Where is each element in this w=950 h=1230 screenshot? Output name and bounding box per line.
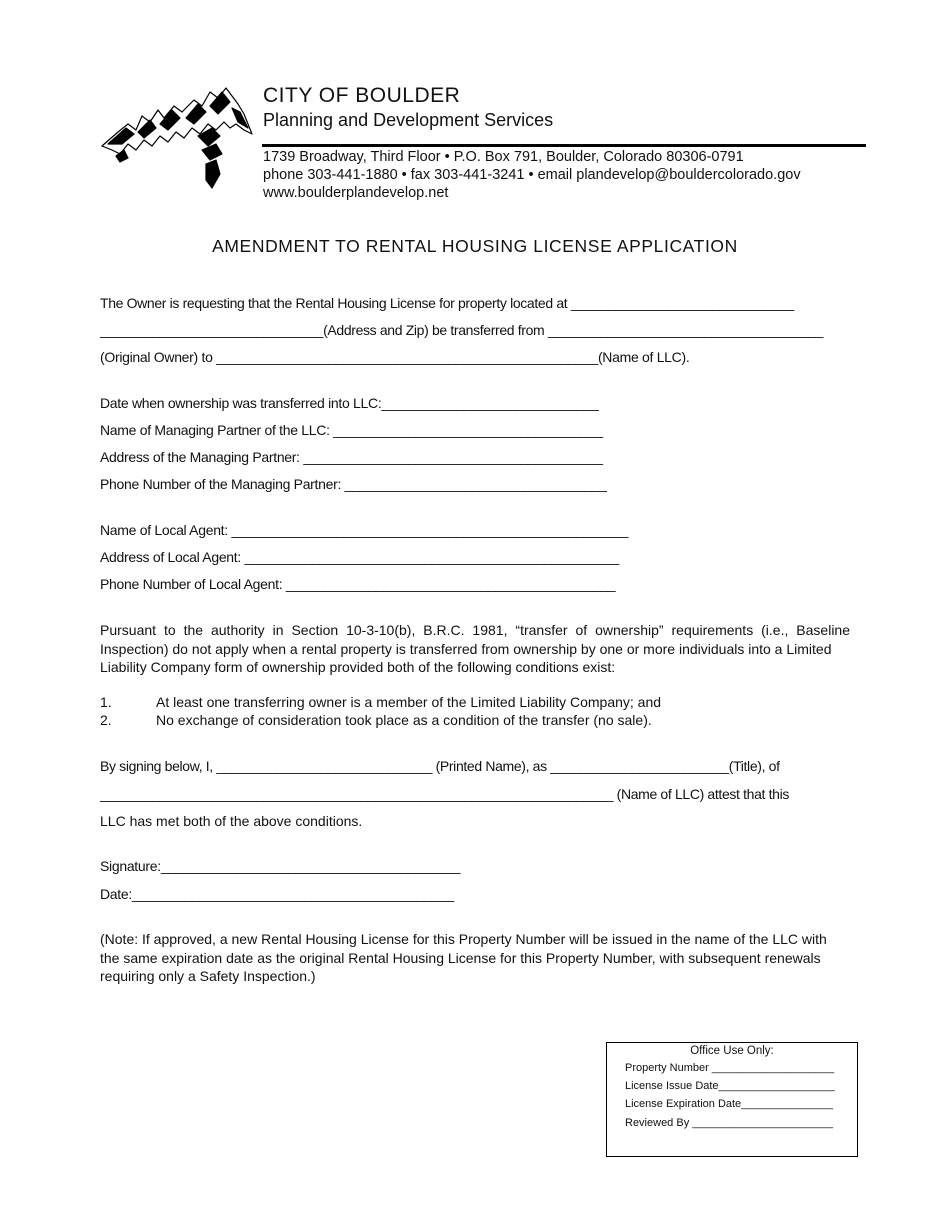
header-divider [262, 144, 866, 147]
approval-note: (Note: If approved, a new Rental Housing License for this Property Number will be issued in the name of the LLC with the same expiration date as the original Rental Housing License for this Property Number, with subsequent renewals requiring only a Safety Inspection.) [100, 931, 827, 984]
attestation-line-1[interactable]: By signing below, I, _____________________________ (Printed Name), as ________________________(Title), of [100, 758, 780, 774]
local-agent-phone-field[interactable]: Phone Number of Local Agent: ____________________________________________ [100, 576, 616, 592]
office-use-box [606, 1042, 858, 1157]
transfer-line-3[interactable]: (Original Owner) to ___________________________________________________(Name of LLC). [100, 349, 690, 365]
condition-number: 2. [100, 712, 112, 728]
authority-paragraph-text: Pursuant to the authority in Section 10-3-10(b), B.R.C. 1981, “transfer of ownership” requirements (i.e., Baseline Inspection) do not apply when a rental property is transferred from ownership by one or more individuals into a Limited [100, 622, 850, 657]
transfer-line-1[interactable]: The Owner is requesting that the Rental Housing License for property located at ______________________________ [100, 295, 794, 311]
transfer-date-field[interactable]: Date when ownership was transferred into LLC:_____________________________ [100, 395, 599, 411]
form-title: AMENDMENT TO RENTAL HOUSING LICENSE APPLICATION [212, 236, 738, 256]
signature-field[interactable]: Signature:________________________________________ [100, 858, 461, 874]
city-logo [98, 84, 258, 194]
department-name: Planning and Development Services [263, 110, 554, 130]
condition-number: 1. [100, 694, 112, 710]
condition-text: At least one transferring owner is a member of the Limited Liability Company; and [156, 694, 662, 710]
office-website: www.boulderplandevelop.net [263, 185, 449, 201]
attestation-line-2[interactable]: _____________________________________________________________________ (Name of LLC) attest that this [100, 786, 789, 802]
attestation-line-3: LLC has met both of the above conditions. [100, 813, 363, 829]
condition-text: No exchange of consideration took place as a condition of the transfer (no sale). [156, 712, 652, 728]
authority-paragraph-last-line: Liability Company form of ownership provided both of the following conditions exist: [100, 659, 616, 675]
office-contact: phone 303-441-1880 • fax 303-441-3241 • email plandevelop@bouldercolorado.gov [263, 167, 801, 183]
office-address: 1739 Broadway, Third Floor • P.O. Box 791, Boulder, Colorado 80306-0791 [263, 149, 744, 165]
authority-paragraph [100, 621, 850, 677]
office-use-title: Office Use Only: [690, 1045, 774, 1057]
transfer-line-2[interactable]: ______________________________(Address and Zip) be transferred from _____________________________________ [100, 322, 824, 338]
managing-partner-address-field[interactable]: Address of the Managing Partner: ________________________________________ [100, 449, 603, 465]
local-agent-name-field[interactable]: Name of Local Agent: _____________________________________________________ [100, 522, 629, 538]
license-issue-date-field[interactable]: License Issue Date___________________ [625, 1080, 835, 1092]
managing-partner-name-field[interactable]: Name of Managing Partner of the LLC: ____________________________________ [100, 422, 603, 438]
license-expiration-date-field[interactable]: License Expiration Date_______________ [625, 1098, 833, 1110]
local-agent-address-field[interactable]: Address of Local Agent: __________________________________________________ [100, 549, 619, 565]
reviewed-by-field[interactable]: Reviewed By _______________________ [625, 1117, 833, 1129]
property-number-field[interactable]: Property Number ____________________ [625, 1062, 835, 1074]
signature-date-field[interactable]: Date:___________________________________________ [100, 886, 454, 902]
city-name: CITY OF BOULDER [263, 84, 461, 107]
managing-partner-phone-field[interactable]: Phone Number of the Managing Partner: ___________________________________ [100, 476, 607, 492]
